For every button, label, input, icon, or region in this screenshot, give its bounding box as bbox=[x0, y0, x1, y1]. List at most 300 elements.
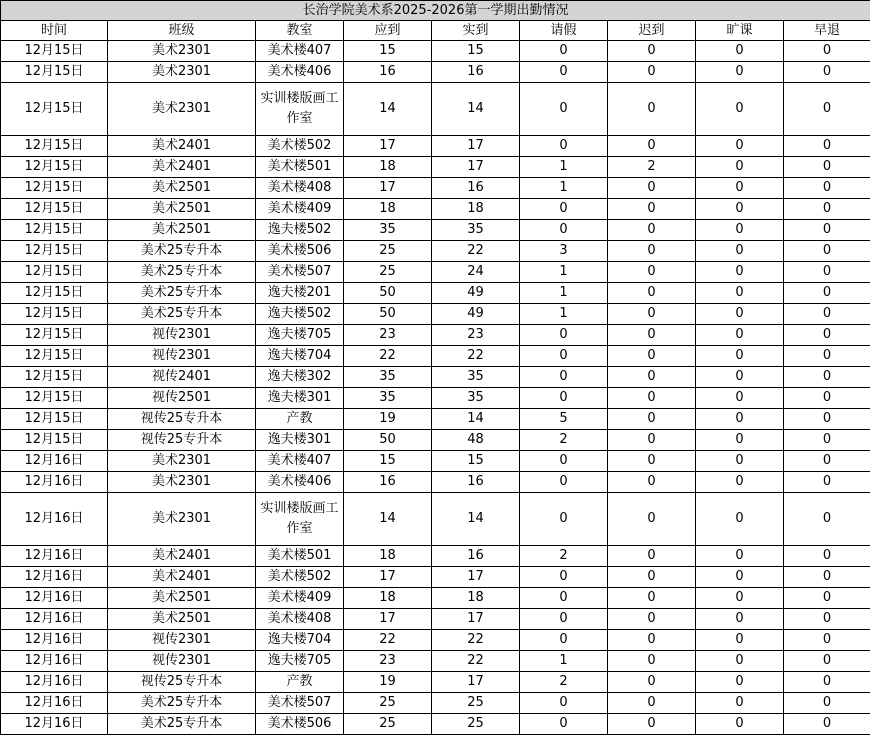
actual-cell[interactable]: 18 bbox=[432, 199, 520, 220]
class-cell[interactable]: 美术2401 bbox=[108, 136, 256, 157]
actual-cell[interactable]: 25 bbox=[432, 714, 520, 735]
late-cell[interactable]: 0 bbox=[608, 346, 696, 367]
expected-cell[interactable]: 15 bbox=[344, 41, 432, 62]
leave-cell[interactable]: 1 bbox=[520, 283, 608, 304]
leave-cell[interactable]: 0 bbox=[520, 609, 608, 630]
actual-cell[interactable]: 22 bbox=[432, 241, 520, 262]
leave-cell[interactable]: 0 bbox=[520, 567, 608, 588]
late-cell[interactable]: 0 bbox=[608, 304, 696, 325]
table-row bbox=[1, 430, 870, 451]
date-cell[interactable]: 12月15日 bbox=[1, 157, 108, 178]
expected-cell[interactable]: 17 bbox=[344, 136, 432, 157]
leave-cell[interactable]: 2 bbox=[520, 546, 608, 567]
room-cell[interactable]: 美术楼408 bbox=[256, 178, 344, 199]
late-cell[interactable]: 0 bbox=[608, 283, 696, 304]
early-leave-cell[interactable]: 0 bbox=[784, 157, 870, 178]
expected-cell[interactable]: 25 bbox=[344, 241, 432, 262]
absent-cell[interactable]: 0 bbox=[696, 430, 784, 451]
leave-cell[interactable]: 0 bbox=[520, 199, 608, 220]
early-leave-cell[interactable]: 0 bbox=[784, 546, 870, 567]
actual-cell[interactable]: 49 bbox=[432, 304, 520, 325]
early-leave-cell[interactable]: 0 bbox=[784, 388, 870, 409]
absent-cell[interactable]: 0 bbox=[696, 241, 784, 262]
leave-cell[interactable]: 1 bbox=[520, 157, 608, 178]
class-cell[interactable]: 美术25专升本 bbox=[108, 262, 256, 283]
absent-cell[interactable]: 0 bbox=[696, 546, 784, 567]
table-row bbox=[1, 388, 870, 409]
class-cell[interactable]: 美术2301 bbox=[108, 83, 256, 136]
table-row bbox=[1, 714, 870, 735]
leave-cell[interactable]: 0 bbox=[520, 367, 608, 388]
leave-cell[interactable]: 2 bbox=[520, 672, 608, 693]
early-leave-cell[interactable]: 0 bbox=[784, 283, 870, 304]
late-cell[interactable]: 0 bbox=[608, 672, 696, 693]
leave-cell[interactable]: 0 bbox=[520, 41, 608, 62]
early-leave-cell[interactable]: 0 bbox=[784, 325, 870, 346]
room-cell[interactable]: 逸夫楼201 bbox=[256, 283, 344, 304]
room-cell[interactable] bbox=[256, 493, 344, 546]
table-row bbox=[1, 83, 870, 136]
date-cell[interactable]: 12月15日 bbox=[1, 136, 108, 157]
date-cell[interactable]: 12月15日 bbox=[1, 220, 108, 241]
date-cell[interactable]: 12月16日 bbox=[1, 609, 108, 630]
actual-cell[interactable]: 14 bbox=[432, 83, 520, 136]
actual-cell[interactable]: 15 bbox=[432, 451, 520, 472]
early-leave-cell[interactable]: 0 bbox=[784, 220, 870, 241]
table-body bbox=[1, 41, 870, 735]
early-leave-cell[interactable]: 0 bbox=[784, 136, 870, 157]
header-expected[interactable]: 应到 bbox=[344, 21, 432, 41]
expected-cell[interactable]: 18 bbox=[344, 546, 432, 567]
absent-cell[interactable]: 0 bbox=[696, 178, 784, 199]
early-leave-cell[interactable]: 0 bbox=[784, 346, 870, 367]
room-cell[interactable]: 美术楼501 bbox=[256, 546, 344, 567]
table-row bbox=[1, 472, 870, 493]
expected-cell[interactable]: 25 bbox=[344, 262, 432, 283]
actual-cell[interactable]: 17 bbox=[432, 157, 520, 178]
class-cell[interactable]: 视传25专升本 bbox=[108, 430, 256, 451]
date-cell[interactable]: 12月16日 bbox=[1, 546, 108, 567]
leave-cell[interactable]: 0 bbox=[520, 346, 608, 367]
class-cell[interactable]: 美术2401 bbox=[108, 157, 256, 178]
actual-cell[interactable]: 16 bbox=[432, 546, 520, 567]
class-cell[interactable]: 视传2301 bbox=[108, 651, 256, 672]
leave-cell[interactable]: 0 bbox=[520, 588, 608, 609]
leave-cell[interactable]: 1 bbox=[520, 178, 608, 199]
early-leave-cell[interactable]: 0 bbox=[784, 178, 870, 199]
expected-cell[interactable]: 22 bbox=[344, 346, 432, 367]
actual-cell[interactable]: 14 bbox=[432, 493, 520, 546]
class-cell[interactable]: 美术2301 bbox=[108, 472, 256, 493]
actual-cell[interactable]: 35 bbox=[432, 367, 520, 388]
date-cell[interactable]: 12月15日 bbox=[1, 409, 108, 430]
date-cell[interactable]: 12月16日 bbox=[1, 672, 108, 693]
leave-cell[interactable]: 3 bbox=[520, 241, 608, 262]
date-cell[interactable]: 12月15日 bbox=[1, 62, 108, 83]
late-cell[interactable]: 0 bbox=[608, 493, 696, 546]
date-cell[interactable]: 12月15日 bbox=[1, 41, 108, 62]
late-cell[interactable]: 0 bbox=[608, 262, 696, 283]
early-leave-cell[interactable]: 0 bbox=[784, 199, 870, 220]
date-cell[interactable]: 12月15日 bbox=[1, 325, 108, 346]
late-cell[interactable]: 0 bbox=[608, 220, 696, 241]
expected-cell[interactable]: 16 bbox=[344, 472, 432, 493]
class-cell[interactable]: 美术2501 bbox=[108, 220, 256, 241]
early-leave-cell[interactable]: 0 bbox=[784, 262, 870, 283]
date-cell[interactable]: 12月16日 bbox=[1, 630, 108, 651]
actual-cell[interactable]: 35 bbox=[432, 388, 520, 409]
expected-cell[interactable]: 14 bbox=[344, 493, 432, 546]
expected-cell[interactable]: 50 bbox=[344, 283, 432, 304]
absent-cell[interactable]: 0 bbox=[696, 220, 784, 241]
header-late[interactable]: 迟到 bbox=[608, 21, 696, 41]
table-row bbox=[1, 304, 870, 325]
absent-cell[interactable]: 0 bbox=[696, 451, 784, 472]
room-cell[interactable]: 逸夫楼502 bbox=[256, 220, 344, 241]
leave-cell[interactable]: 0 bbox=[520, 693, 608, 714]
class-cell[interactable]: 美术2501 bbox=[108, 199, 256, 220]
class-cell[interactable]: 美术2401 bbox=[108, 567, 256, 588]
early-leave-cell[interactable]: 0 bbox=[784, 472, 870, 493]
room-cell[interactable]: 逸夫楼301 bbox=[256, 430, 344, 451]
room-cell[interactable]: 逸夫楼302 bbox=[256, 367, 344, 388]
class-cell[interactable]: 美术2301 bbox=[108, 451, 256, 472]
room-cell[interactable]: 美术楼409 bbox=[256, 199, 344, 220]
table-row bbox=[1, 672, 870, 693]
room-cell[interactable]: 美术楼407 bbox=[256, 451, 344, 472]
absent-cell[interactable]: 0 bbox=[696, 472, 784, 493]
late-cell[interactable]: 0 bbox=[608, 546, 696, 567]
absent-cell[interactable]: 0 bbox=[696, 693, 784, 714]
late-cell[interactable]: 0 bbox=[608, 714, 696, 735]
class-cell[interactable]: 视传25专升本 bbox=[108, 672, 256, 693]
early-leave-cell[interactable]: 0 bbox=[784, 630, 870, 651]
room-text: 实训楼版画工作室 bbox=[260, 91, 339, 126]
class-cell[interactable]: 美术25专升本 bbox=[108, 714, 256, 735]
room-cell[interactable]: 美术楼408 bbox=[256, 609, 344, 630]
date-cell[interactable]: 12月15日 bbox=[1, 241, 108, 262]
leave-cell[interactable]: 0 bbox=[520, 630, 608, 651]
table-row bbox=[1, 651, 870, 672]
actual-cell[interactable]: 24 bbox=[432, 262, 520, 283]
early-leave-cell[interactable]: 0 bbox=[784, 714, 870, 735]
class-cell[interactable]: 美术2301 bbox=[108, 41, 256, 62]
room-cell[interactable]: 美术楼407 bbox=[256, 41, 344, 62]
expected-cell[interactable]: 16 bbox=[344, 62, 432, 83]
late-cell[interactable]: 0 bbox=[608, 83, 696, 136]
absent-cell[interactable]: 0 bbox=[696, 714, 784, 735]
absent-cell[interactable]: 0 bbox=[696, 651, 784, 672]
date-cell[interactable]: 12月15日 bbox=[1, 367, 108, 388]
absent-cell[interactable]: 0 bbox=[696, 346, 784, 367]
actual-cell[interactable]: 35 bbox=[432, 220, 520, 241]
actual-cell[interactable]: 22 bbox=[432, 630, 520, 651]
class-cell[interactable]: 美术2501 bbox=[108, 588, 256, 609]
class-cell[interactable]: 视传2401 bbox=[108, 367, 256, 388]
room-cell[interactable]: 逸夫楼502 bbox=[256, 304, 344, 325]
leave-cell[interactable]: 0 bbox=[520, 714, 608, 735]
leave-cell[interactable]: 0 bbox=[520, 62, 608, 83]
class-cell[interactable]: 视传2501 bbox=[108, 388, 256, 409]
expected-cell[interactable]: 14 bbox=[344, 83, 432, 136]
date-cell[interactable]: 12月15日 bbox=[1, 346, 108, 367]
actual-cell[interactable]: 48 bbox=[432, 430, 520, 451]
late-cell[interactable]: 0 bbox=[608, 630, 696, 651]
class-cell[interactable]: 美术25专升本 bbox=[108, 693, 256, 714]
table-row bbox=[1, 157, 870, 178]
table-row bbox=[1, 630, 870, 651]
room-cell[interactable]: 逸夫楼705 bbox=[256, 651, 344, 672]
late-cell[interactable]: 0 bbox=[608, 588, 696, 609]
room-cell[interactable]: 产教 bbox=[256, 672, 344, 693]
leave-cell[interactable]: 0 bbox=[520, 472, 608, 493]
actual-cell[interactable]: 16 bbox=[432, 62, 520, 83]
header-date[interactable]: 时间 bbox=[1, 21, 108, 41]
expected-cell[interactable]: 22 bbox=[344, 630, 432, 651]
class-cell[interactable]: 美术2501 bbox=[108, 178, 256, 199]
absent-cell[interactable]: 0 bbox=[696, 567, 784, 588]
expected-cell[interactable]: 18 bbox=[344, 199, 432, 220]
header-leave[interactable]: 请假 bbox=[520, 21, 608, 41]
class-cell[interactable]: 美术2501 bbox=[108, 609, 256, 630]
absent-cell[interactable]: 0 bbox=[696, 409, 784, 430]
room-text: 实训楼版画工作室 bbox=[260, 501, 339, 536]
date-cell[interactable]: 12月16日 bbox=[1, 651, 108, 672]
class-cell[interactable]: 美术2301 bbox=[108, 62, 256, 83]
room-cell[interactable]: 逸夫楼301 bbox=[256, 388, 344, 409]
expected-cell[interactable]: 50 bbox=[344, 304, 432, 325]
absent-cell[interactable]: 0 bbox=[696, 136, 784, 157]
actual-cell[interactable]: 23 bbox=[432, 325, 520, 346]
room-cell[interactable] bbox=[256, 83, 344, 136]
actual-cell[interactable]: 17 bbox=[432, 672, 520, 693]
expected-cell[interactable]: 25 bbox=[344, 693, 432, 714]
early-leave-cell[interactable]: 0 bbox=[784, 609, 870, 630]
leave-cell[interactable]: 2 bbox=[520, 430, 608, 451]
expected-cell[interactable]: 18 bbox=[344, 588, 432, 609]
leave-cell[interactable]: 5 bbox=[520, 409, 608, 430]
leave-cell[interactable]: 0 bbox=[520, 388, 608, 409]
absent-cell[interactable]: 0 bbox=[696, 367, 784, 388]
class-cell[interactable]: 美术2401 bbox=[108, 546, 256, 567]
room-cell[interactable]: 产教 bbox=[256, 409, 344, 430]
late-cell[interactable]: 0 bbox=[608, 409, 696, 430]
leave-cell[interactable]: 0 bbox=[520, 493, 608, 546]
actual-cell[interactable]: 16 bbox=[432, 178, 520, 199]
date-cell[interactable]: 12月15日 bbox=[1, 178, 108, 199]
early-leave-cell[interactable]: 0 bbox=[784, 588, 870, 609]
absent-cell[interactable]: 0 bbox=[696, 325, 784, 346]
table-row bbox=[1, 588, 870, 609]
date-cell[interactable]: 12月16日 bbox=[1, 693, 108, 714]
sheet-title[interactable]: 长治学院美术系2025-2026第一学期出勤情况 bbox=[1, 1, 870, 21]
late-cell[interactable]: 0 bbox=[608, 41, 696, 62]
late-cell[interactable]: 0 bbox=[608, 472, 696, 493]
absent-cell[interactable]: 0 bbox=[696, 283, 784, 304]
room-cell[interactable]: 美术楼501 bbox=[256, 157, 344, 178]
early-leave-cell[interactable]: 0 bbox=[784, 83, 870, 136]
early-leave-cell[interactable]: 0 bbox=[784, 451, 870, 472]
room-cell[interactable]: 美术楼502 bbox=[256, 567, 344, 588]
late-cell[interactable]: 0 bbox=[608, 241, 696, 262]
absent-cell[interactable]: 0 bbox=[696, 262, 784, 283]
actual-cell[interactable]: 25 bbox=[432, 693, 520, 714]
expected-cell[interactable]: 18 bbox=[344, 157, 432, 178]
date-cell[interactable]: 12月15日 bbox=[1, 199, 108, 220]
absent-cell[interactable]: 0 bbox=[696, 493, 784, 546]
expected-cell[interactable]: 17 bbox=[344, 609, 432, 630]
table-row bbox=[1, 241, 870, 262]
late-cell[interactable]: 2 bbox=[608, 157, 696, 178]
date-cell[interactable]: 12月15日 bbox=[1, 283, 108, 304]
table-row bbox=[1, 178, 870, 199]
early-leave-cell[interactable]: 0 bbox=[784, 672, 870, 693]
late-cell[interactable]: 0 bbox=[608, 325, 696, 346]
header-early-leave[interactable]: 早退 bbox=[784, 21, 870, 41]
leave-cell[interactable]: 0 bbox=[520, 325, 608, 346]
absent-cell[interactable]: 0 bbox=[696, 672, 784, 693]
leave-cell[interactable]: 1 bbox=[520, 304, 608, 325]
absent-cell[interactable]: 0 bbox=[696, 62, 784, 83]
early-leave-cell[interactable]: 0 bbox=[784, 651, 870, 672]
actual-cell[interactable]: 22 bbox=[432, 346, 520, 367]
leave-cell[interactable]: 0 bbox=[520, 451, 608, 472]
table-row bbox=[1, 41, 870, 62]
expected-cell[interactable]: 19 bbox=[344, 409, 432, 430]
room-cell[interactable]: 美术楼409 bbox=[256, 588, 344, 609]
late-cell[interactable]: 0 bbox=[608, 567, 696, 588]
expected-cell[interactable]: 17 bbox=[344, 567, 432, 588]
actual-cell[interactable]: 14 bbox=[432, 409, 520, 430]
expected-cell[interactable]: 35 bbox=[344, 367, 432, 388]
early-leave-cell[interactable]: 0 bbox=[784, 304, 870, 325]
actual-cell[interactable]: 15 bbox=[432, 41, 520, 62]
class-cell[interactable]: 视传2301 bbox=[108, 325, 256, 346]
late-cell[interactable]: 0 bbox=[608, 367, 696, 388]
late-cell[interactable]: 0 bbox=[608, 609, 696, 630]
actual-cell[interactable]: 17 bbox=[432, 567, 520, 588]
actual-cell[interactable]: 16 bbox=[432, 472, 520, 493]
room-cell[interactable]: 逸夫楼704 bbox=[256, 346, 344, 367]
early-leave-cell[interactable]: 0 bbox=[784, 241, 870, 262]
absent-cell[interactable]: 0 bbox=[696, 157, 784, 178]
room-cell[interactable]: 美术楼406 bbox=[256, 62, 344, 83]
expected-cell[interactable]: 25 bbox=[344, 714, 432, 735]
leave-cell[interactable]: 0 bbox=[520, 220, 608, 241]
late-cell[interactable]: 0 bbox=[608, 62, 696, 83]
late-cell[interactable]: 0 bbox=[608, 651, 696, 672]
actual-cell[interactable]: 22 bbox=[432, 651, 520, 672]
absent-cell[interactable]: 0 bbox=[696, 609, 784, 630]
date-cell[interactable]: 12月16日 bbox=[1, 493, 108, 546]
header-absent[interactable]: 旷课 bbox=[696, 21, 784, 41]
header-class[interactable]: 班级 bbox=[108, 21, 256, 41]
expected-cell[interactable]: 23 bbox=[344, 325, 432, 346]
absent-cell[interactable]: 0 bbox=[696, 304, 784, 325]
early-leave-cell[interactable]: 0 bbox=[784, 409, 870, 430]
date-cell[interactable]: 12月16日 bbox=[1, 451, 108, 472]
table-row bbox=[1, 493, 870, 546]
early-leave-cell[interactable]: 0 bbox=[784, 493, 870, 546]
absent-cell[interactable]: 0 bbox=[696, 630, 784, 651]
date-cell[interactable]: 12月16日 bbox=[1, 567, 108, 588]
late-cell[interactable]: 0 bbox=[608, 178, 696, 199]
absent-cell[interactable]: 0 bbox=[696, 388, 784, 409]
actual-cell[interactable]: 49 bbox=[432, 283, 520, 304]
late-cell[interactable]: 0 bbox=[608, 388, 696, 409]
expected-cell[interactable]: 19 bbox=[344, 672, 432, 693]
room-cell[interactable]: 美术楼502 bbox=[256, 136, 344, 157]
late-cell[interactable]: 0 bbox=[608, 199, 696, 220]
late-cell[interactable]: 0 bbox=[608, 693, 696, 714]
absent-cell[interactable]: 0 bbox=[696, 588, 784, 609]
early-leave-cell[interactable]: 0 bbox=[784, 367, 870, 388]
class-cell[interactable]: 美术2301 bbox=[108, 493, 256, 546]
leave-cell[interactable]: 1 bbox=[520, 262, 608, 283]
date-cell[interactable]: 12月15日 bbox=[1, 388, 108, 409]
absent-cell[interactable]: 0 bbox=[696, 199, 784, 220]
class-cell[interactable]: 美术25专升本 bbox=[108, 241, 256, 262]
expected-cell[interactable]: 15 bbox=[344, 451, 432, 472]
early-leave-cell[interactable]: 0 bbox=[784, 62, 870, 83]
date-cell[interactable]: 12月16日 bbox=[1, 472, 108, 493]
class-cell[interactable]: 视传2301 bbox=[108, 346, 256, 367]
room-cell[interactable]: 逸夫楼705 bbox=[256, 325, 344, 346]
class-cell[interactable]: 视传25专升本 bbox=[108, 409, 256, 430]
leave-cell[interactable]: 0 bbox=[520, 83, 608, 136]
early-leave-cell[interactable]: 0 bbox=[784, 693, 870, 714]
late-cell[interactable]: 0 bbox=[608, 136, 696, 157]
header-actual[interactable]: 实到 bbox=[432, 21, 520, 41]
date-cell[interactable]: 12月15日 bbox=[1, 83, 108, 136]
expected-cell[interactable]: 23 bbox=[344, 651, 432, 672]
room-cell[interactable]: 美术楼406 bbox=[256, 472, 344, 493]
leave-cell[interactable]: 0 bbox=[520, 136, 608, 157]
expected-cell[interactable]: 35 bbox=[344, 388, 432, 409]
header-room[interactable]: 教室 bbox=[256, 21, 344, 41]
late-cell[interactable]: 0 bbox=[608, 451, 696, 472]
actual-cell[interactable]: 18 bbox=[432, 588, 520, 609]
room-cell[interactable]: 美术楼507 bbox=[256, 262, 344, 283]
class-cell[interactable]: 美术25专升本 bbox=[108, 304, 256, 325]
room-cell[interactable]: 逸夫楼704 bbox=[256, 630, 344, 651]
table-row bbox=[1, 693, 870, 714]
actual-cell[interactable]: 17 bbox=[432, 609, 520, 630]
late-cell[interactable]: 0 bbox=[608, 430, 696, 451]
absent-cell[interactable]: 0 bbox=[696, 83, 784, 136]
expected-cell[interactable]: 50 bbox=[344, 430, 432, 451]
date-cell[interactable]: 12月15日 bbox=[1, 304, 108, 325]
date-cell[interactable]: 12月16日 bbox=[1, 588, 108, 609]
date-cell[interactable]: 12月16日 bbox=[1, 714, 108, 735]
absent-cell[interactable]: 0 bbox=[696, 41, 784, 62]
early-leave-cell[interactable]: 0 bbox=[784, 41, 870, 62]
class-cell[interactable]: 美术25专升本 bbox=[108, 283, 256, 304]
room-cell[interactable]: 美术楼506 bbox=[256, 714, 344, 735]
early-leave-cell[interactable]: 0 bbox=[784, 567, 870, 588]
room-cell[interactable]: 美术楼507 bbox=[256, 693, 344, 714]
date-cell[interactable]: 12月15日 bbox=[1, 430, 108, 451]
table-row bbox=[1, 451, 870, 472]
expected-cell[interactable]: 35 bbox=[344, 220, 432, 241]
expected-cell[interactable]: 17 bbox=[344, 178, 432, 199]
date-cell[interactable]: 12月15日 bbox=[1, 262, 108, 283]
class-cell[interactable]: 视传2301 bbox=[108, 630, 256, 651]
leave-cell[interactable]: 1 bbox=[520, 651, 608, 672]
room-cell[interactable]: 美术楼506 bbox=[256, 241, 344, 262]
actual-cell[interactable]: 17 bbox=[432, 136, 520, 157]
early-leave-cell[interactable]: 0 bbox=[784, 430, 870, 451]
